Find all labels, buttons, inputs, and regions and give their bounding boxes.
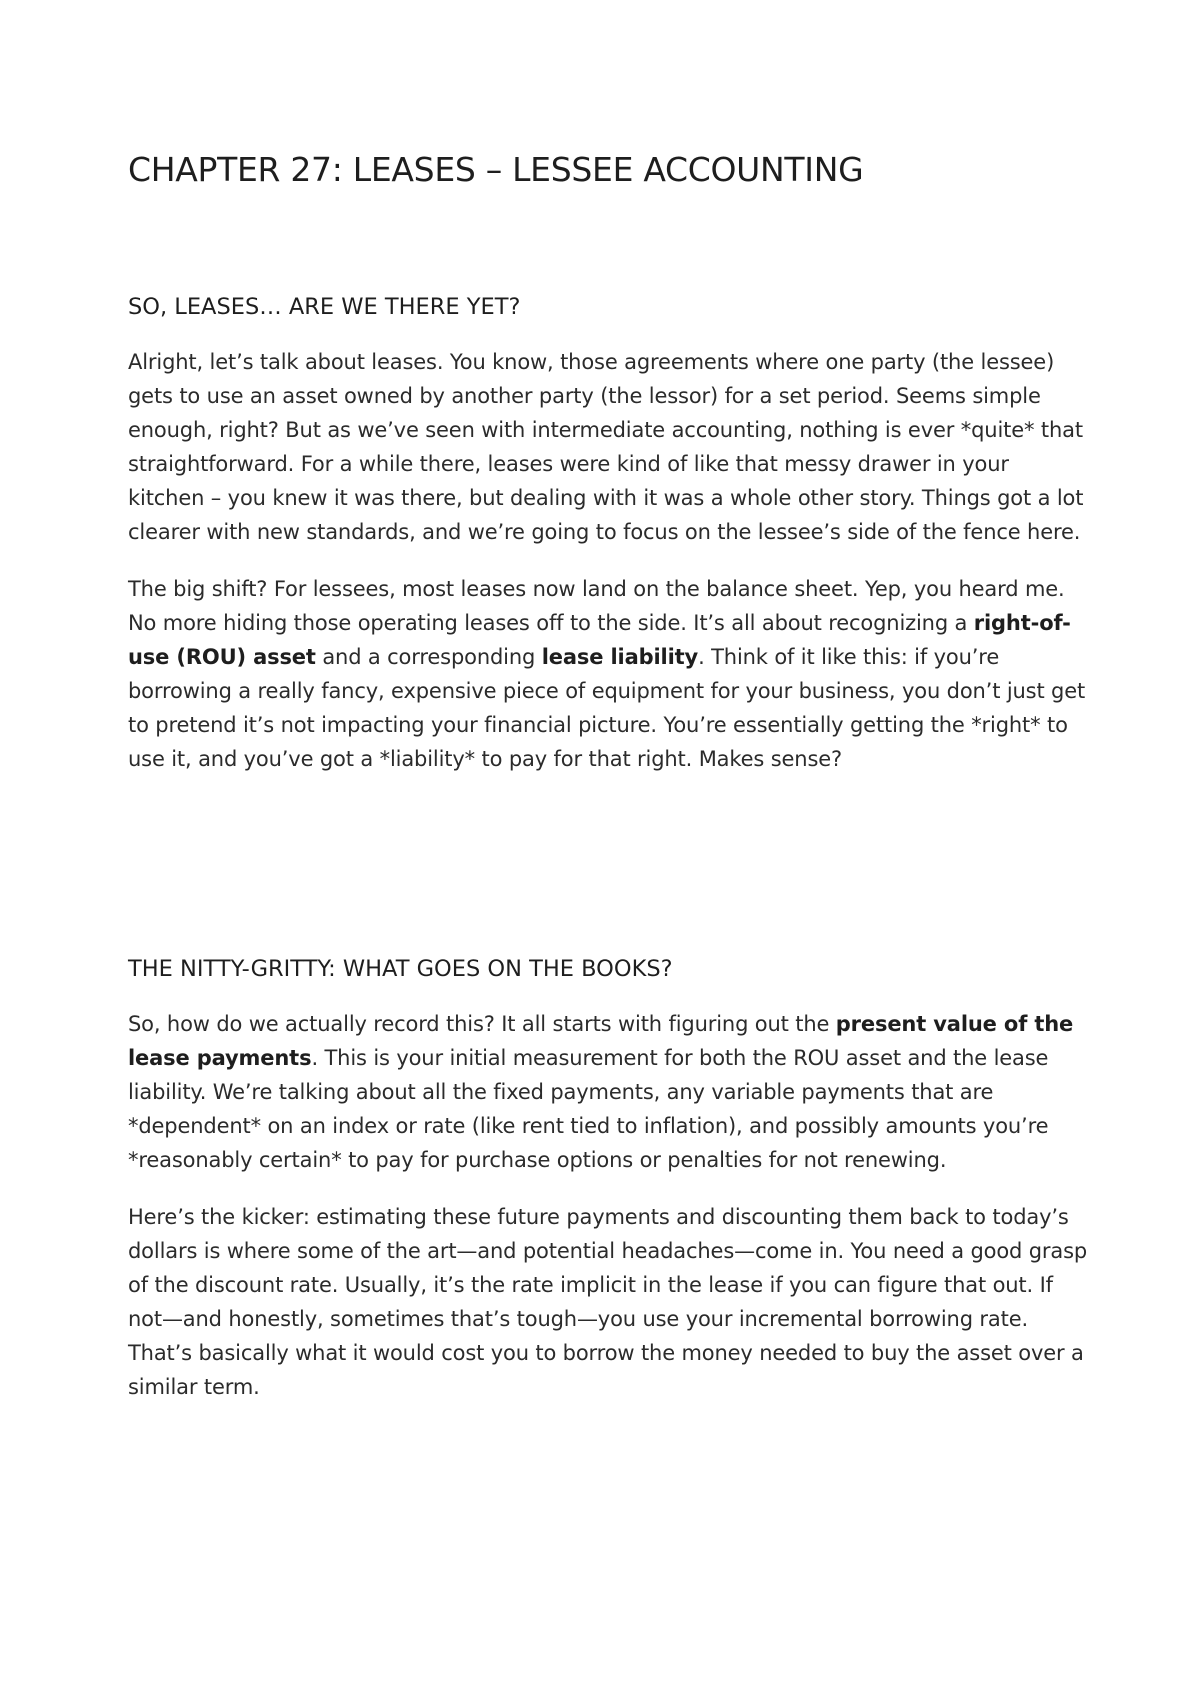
bold-term-present-value: present value of the lease payments — [128, 1012, 1074, 1070]
chapter-title: CHAPTER 27: LEASES – LESSEE ACCOUNTING — [128, 150, 864, 189]
paragraph — [128, 572, 1088, 776]
paragraph-text: The big shift? For lessees, most leases now land on the balance sheet. Yep, you heard me. No more hiding those operating leases off to the side. It’s all about recognizing a — [128, 577, 1065, 635]
section-leases-intro — [128, 291, 1088, 799]
paragraph: Alright, let’s talk about leases. You know, those agreements where one party (the lessee) gets to use an asset owned by another party (the lessor) for a set period. Seems simple enough, right? But as we’ve seen with intermediate accounting, nothing is ever *quite* that straightforward. For a while there, leases were kind of like that messy drawer in your kitchen – you knew it was there, but dealing with it was a whole other story. Things got a lot clearer with new standards, and we’re going to focus on the lessee’s side of the fence here. — [128, 350, 1084, 544]
paragraph: Here’s the kicker: estimating these future payments and discounting them back to today’s dollars is where some of the art—and potential headaches—come in. You need a good grasp of the discount rate. Usually, it’s the rate implicit in the lease if you can figure that out. If not—and honestly, sometimes that’s tough—you use your incremental borrowing rate. That’s basically what it would cost you to borrow the money needed to buy the asset over a similar term. — [128, 1205, 1088, 1399]
section-nitty-gritty — [128, 953, 1088, 1427]
paragraph — [128, 1007, 1088, 1177]
bold-term-lease-liability: lease liability — [541, 645, 699, 669]
paragraph-text: . This is your initial measurement for both the ROU asset and the lease liability. We’re talking about all the fixed payments, any variable payments that are *dependent* on an index or rate (like rent tied to inflation), and possibly amounts you’re *reasonably certain* to pay for purchase options or penalties for not renewing. — [128, 1046, 1049, 1172]
paragraph-text: and a corresponding — [315, 645, 542, 669]
paragraph-text: . Think of it like this: if you’re borrowing a really fancy, expensive piece of equipment for your business, you don’t just get to pretend it’s not impacting your financial picture. You’re essentially getting the *right* to use it, and you’ve got a *liability* to pay for that right. Makes sense? — [128, 645, 1086, 771]
section-heading: SO, LEASES… ARE WE THERE YET? — [128, 294, 521, 320]
section-heading: THE NITTY-GRITTY: WHAT GOES ON THE BOOKS? — [128, 956, 673, 982]
bold-term-rou-asset: right-of-use (ROU) asset — [128, 611, 1071, 669]
paragraph-text: So, how do we actually record this? It all starts with figuring out the — [128, 1012, 836, 1036]
